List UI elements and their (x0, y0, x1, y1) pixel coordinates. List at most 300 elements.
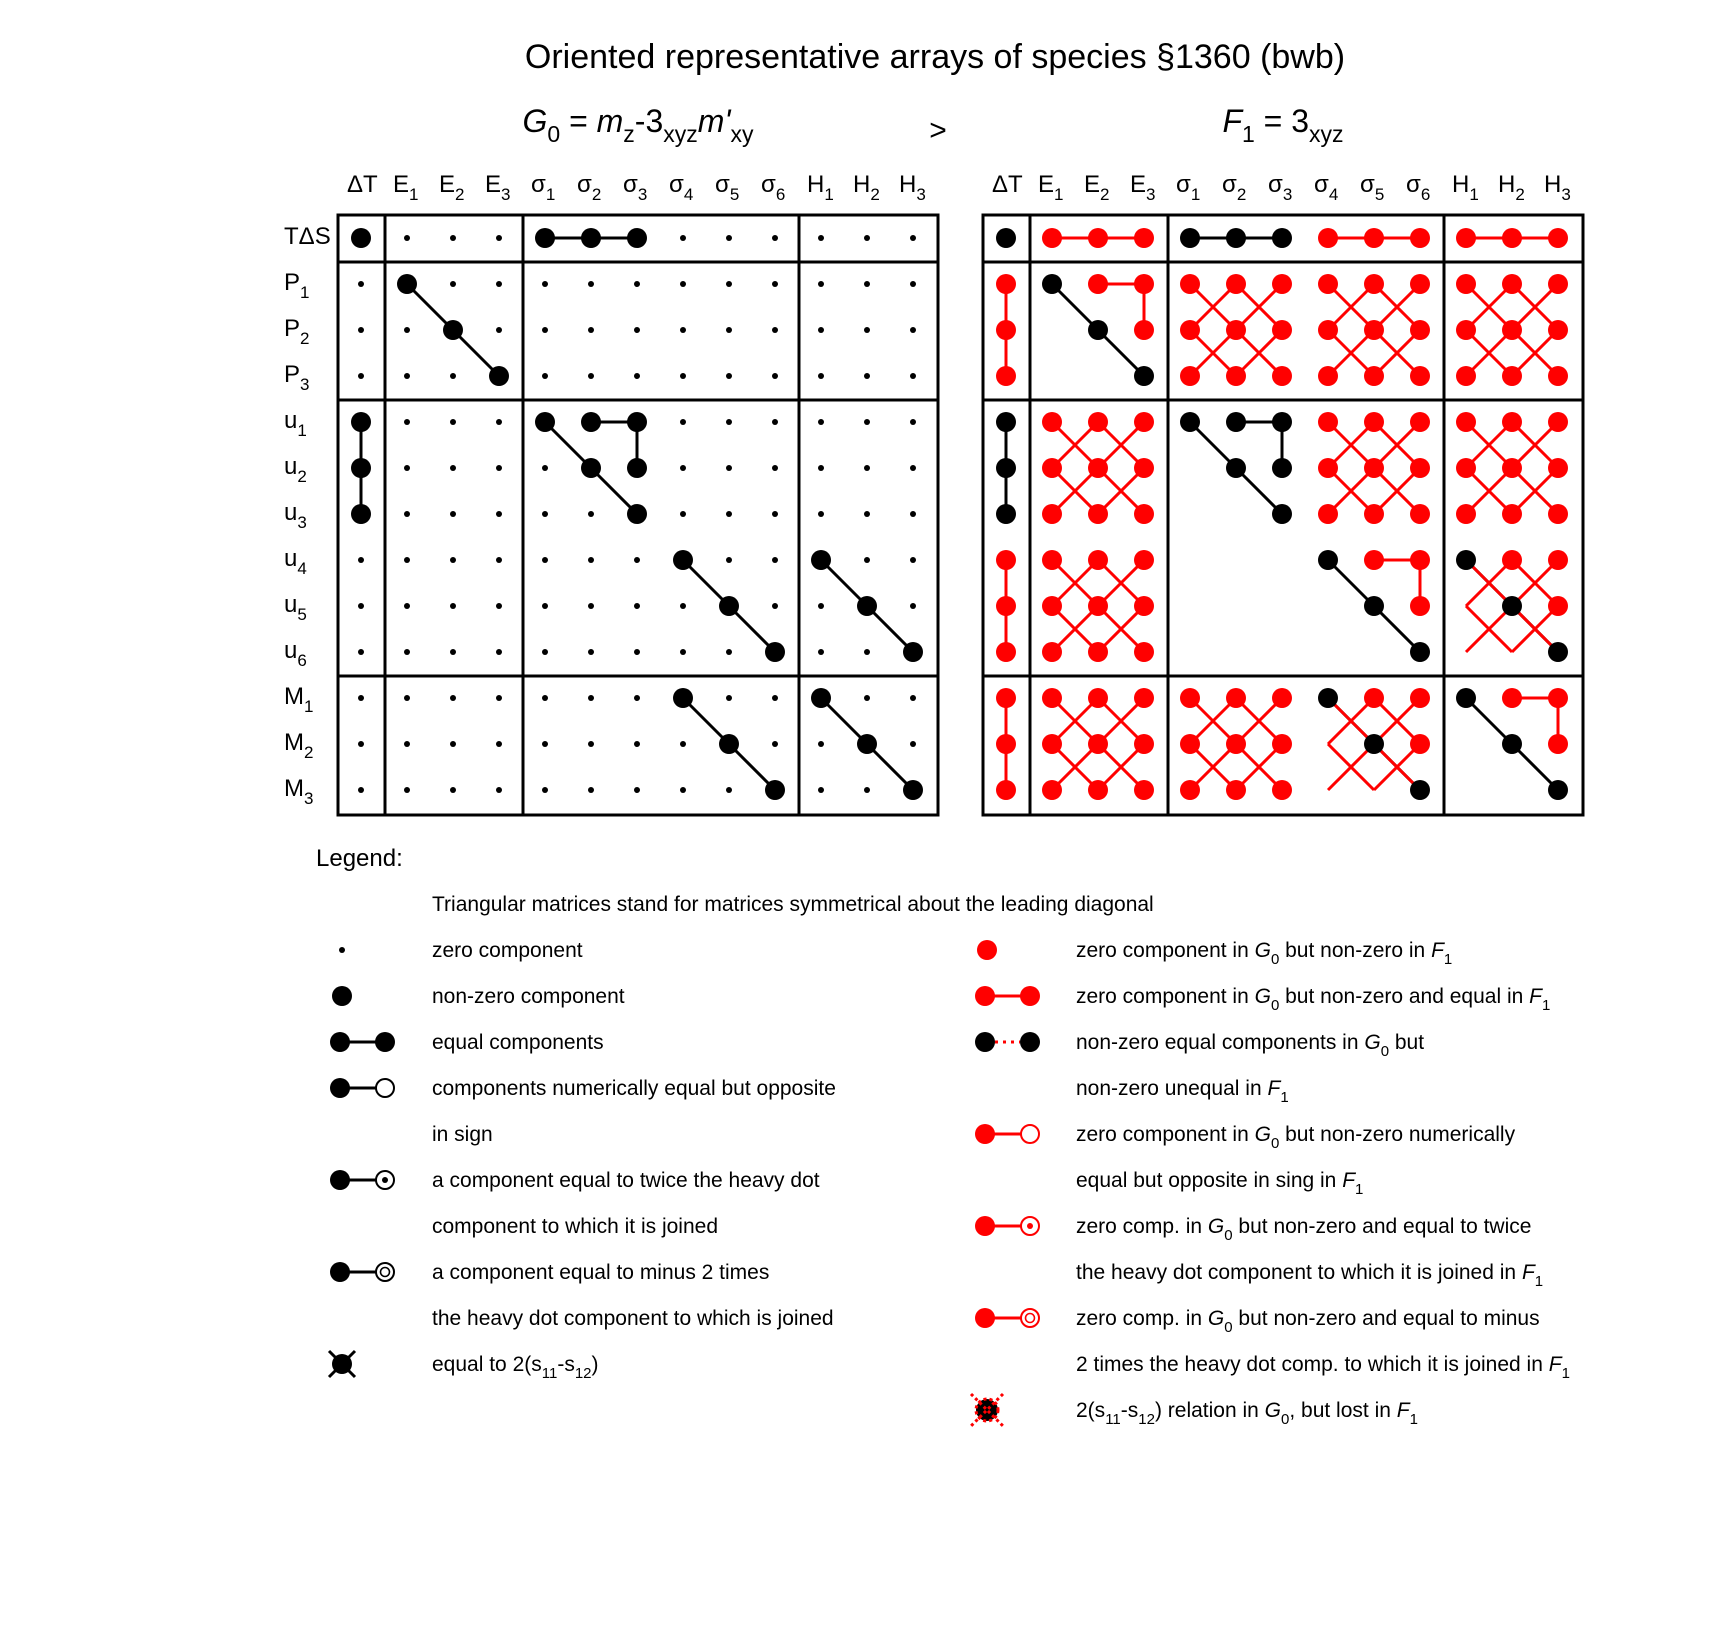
nonzero-component (1272, 504, 1292, 524)
zero-component (634, 787, 640, 793)
zero-component (588, 327, 594, 333)
legend-symbol-red-dot (977, 940, 997, 960)
row-header: $P_1$ (284, 269, 310, 302)
nonzero-component (627, 228, 647, 248)
zero-component (726, 327, 732, 333)
zero-component (772, 281, 778, 287)
zero-component (404, 235, 410, 241)
nonzero-component (1272, 228, 1292, 248)
nonzero-component (1180, 412, 1200, 432)
zero-component (772, 741, 778, 747)
nonzero-component (351, 412, 371, 432)
new-nonzero-component (996, 780, 1016, 800)
legend-text: 2 times the heavy dot comp. to which it is joined in $F_1$ (1076, 1353, 1570, 1382)
new-nonzero-component (1456, 366, 1476, 386)
zero-component (680, 649, 686, 655)
zero-component (818, 511, 824, 517)
row-header: $u_5$ (284, 591, 307, 624)
column-header: ΔT (992, 171, 1023, 198)
zero-component (726, 465, 732, 471)
zero-component (588, 603, 594, 609)
zero-component (404, 465, 410, 471)
zero-component (726, 235, 732, 241)
legend-symbol-big-dot (332, 986, 352, 1006)
zero-component (772, 557, 778, 563)
zero-component (358, 373, 364, 379)
zero-component (496, 649, 502, 655)
new-nonzero-component (1410, 458, 1430, 478)
new-nonzero-component (1456, 228, 1476, 248)
zero-component (404, 511, 410, 517)
new-nonzero-component (1088, 596, 1108, 616)
column-header: $H_1$ (807, 171, 834, 204)
zero-component (864, 649, 870, 655)
new-nonzero-component (1410, 504, 1430, 524)
zero-component (726, 649, 732, 655)
legend-symbol-red-twice-pair (975, 1216, 1039, 1236)
column-header: $\sigma_4$ (1314, 171, 1339, 204)
new-nonzero-component (1134, 274, 1154, 294)
zero-component (864, 281, 870, 287)
nonzero-component (1502, 734, 1522, 754)
new-nonzero-component (996, 320, 1016, 340)
new-nonzero-component (1364, 366, 1384, 386)
zero-component (634, 281, 640, 287)
zero-component (818, 787, 824, 793)
column-header: $E_2$ (1084, 171, 1110, 204)
zero-component (358, 327, 364, 333)
new-nonzero-component (1088, 458, 1108, 478)
new-nonzero-component (1088, 550, 1108, 570)
zero-component (542, 695, 548, 701)
row-header: $u_1$ (284, 407, 307, 440)
nonzero-component (351, 228, 371, 248)
zero-component (496, 557, 502, 563)
nonzero-component (627, 504, 647, 524)
zero-component (818, 465, 824, 471)
new-nonzero-component (1180, 274, 1200, 294)
new-nonzero-component (1134, 688, 1154, 708)
new-nonzero-component (1364, 688, 1384, 708)
legend-text: $2(s_{11}-s_{12})$ relation in $G_0$, but lost in $F_1$ (1076, 1399, 1418, 1428)
zero-component (634, 649, 640, 655)
zero-component (910, 511, 916, 517)
new-nonzero-component (1134, 642, 1154, 662)
zero-component (680, 603, 686, 609)
new-nonzero-component (1088, 412, 1108, 432)
zero-component (404, 695, 410, 701)
zero-component (542, 603, 548, 609)
new-nonzero-component (996, 734, 1016, 754)
nonzero-component (1226, 228, 1246, 248)
new-nonzero-component (1180, 780, 1200, 800)
new-nonzero-component (1180, 366, 1200, 386)
new-nonzero-component (1042, 458, 1062, 478)
nonzero-component (1548, 642, 1568, 662)
legend-text: zero component in $G_0$ but non-zero and equal in $F_1$ (1076, 985, 1551, 1014)
nonzero-component (903, 780, 923, 800)
zero-component (634, 695, 640, 701)
zero-component (404, 741, 410, 747)
zero-component (542, 741, 548, 747)
nonzero-component (1548, 780, 1568, 800)
row-header: $u_6$ (284, 637, 307, 670)
nonzero-component (996, 412, 1016, 432)
nonzero-component (1456, 550, 1476, 570)
zero-component (726, 557, 732, 563)
zero-component (358, 695, 364, 701)
zero-component (864, 557, 870, 563)
new-nonzero-component (1088, 688, 1108, 708)
zero-component (404, 373, 410, 379)
new-nonzero-component (1042, 228, 1062, 248)
row-header: $M_3$ (284, 775, 314, 808)
new-nonzero-component (1548, 274, 1568, 294)
legend-symbol-black-dotted-pair (975, 1032, 1040, 1052)
zero-component (680, 741, 686, 747)
column-header: $\sigma_1$ (531, 171, 556, 204)
legend-item (975, 1215, 1543, 1290)
zero-component (680, 327, 686, 333)
nonzero-component (1226, 458, 1246, 478)
legend-item (971, 1394, 1418, 1428)
new-nonzero-component (1134, 780, 1154, 800)
zero-component (818, 419, 824, 425)
zero-component (358, 603, 364, 609)
zero-component (864, 419, 870, 425)
new-nonzero-component (1502, 274, 1522, 294)
zero-component (680, 787, 686, 793)
zero-component (496, 419, 502, 425)
column-header: $H_2$ (1498, 171, 1525, 204)
new-nonzero-component (1364, 458, 1384, 478)
zero-component (818, 235, 824, 241)
zero-component (496, 741, 502, 747)
new-nonzero-component (1272, 688, 1292, 708)
zero-component (450, 511, 456, 517)
new-nonzero-component (1272, 780, 1292, 800)
zero-component (358, 281, 364, 287)
zero-component (772, 373, 778, 379)
nonzero-component (996, 504, 1016, 524)
zero-component (542, 557, 548, 563)
legend-symbol-red-minus2-pair (975, 1308, 1039, 1328)
zero-component (450, 281, 456, 287)
new-nonzero-component (1272, 320, 1292, 340)
new-nonzero-component (1226, 366, 1246, 386)
legend-text: equal but opposite in sing in $F_1$ (1076, 1169, 1364, 1198)
nonzero-component (1318, 688, 1338, 708)
new-nonzero-component (1548, 228, 1568, 248)
legend-item (332, 985, 625, 1008)
column-header: $\sigma_3$ (1268, 171, 1293, 204)
new-nonzero-component (1318, 228, 1338, 248)
legend-text: the heavy dot component to which it is joined in $F_1$ (1076, 1261, 1544, 1290)
new-nonzero-component (1502, 228, 1522, 248)
legend-symbol-crossed-dot (329, 1351, 355, 1377)
zero-component (726, 787, 732, 793)
new-nonzero-component (1088, 734, 1108, 754)
new-nonzero-component (1042, 550, 1062, 570)
new-nonzero-component (1088, 274, 1108, 294)
legend-text: equal components (432, 1031, 604, 1054)
new-nonzero-component (1042, 780, 1062, 800)
new-nonzero-component (996, 596, 1016, 616)
legend-item (977, 939, 1452, 968)
legend-symbol-red-crossed-dot (971, 1394, 1003, 1426)
new-nonzero-component (1088, 228, 1108, 248)
legend-text: the heavy dot component to which is joined (432, 1307, 834, 1330)
zero-component (588, 511, 594, 517)
nonzero-component (1134, 366, 1154, 386)
new-nonzero-component (1364, 504, 1384, 524)
zero-component (450, 787, 456, 793)
new-nonzero-component (1410, 228, 1430, 248)
nonzero-component (443, 320, 463, 340)
row-header: $P_2$ (284, 315, 310, 348)
row-header: $u_3$ (284, 499, 307, 532)
nonzero-component (1410, 780, 1430, 800)
nonzero-component (1318, 550, 1338, 570)
new-nonzero-component (1364, 228, 1384, 248)
zero-component (542, 465, 548, 471)
zero-component (910, 557, 916, 563)
new-nonzero-component (1226, 780, 1246, 800)
zero-component (588, 373, 594, 379)
new-nonzero-component (1226, 688, 1246, 708)
zero-component (358, 741, 364, 747)
new-nonzero-component (1134, 734, 1154, 754)
nonzero-component (581, 228, 601, 248)
legend-text: zero component in $G_0$ but non-zero in $F_1$ (1076, 939, 1453, 968)
new-nonzero-component (1410, 734, 1430, 754)
nonzero-component (1180, 228, 1200, 248)
legend-symbol-red-equal-pair (975, 986, 1040, 1006)
zero-component (910, 741, 916, 747)
column-header: $E_3$ (485, 171, 511, 204)
column-header: $\sigma_5$ (1360, 171, 1385, 204)
legend-text: a component equal to twice the heavy dot (432, 1169, 820, 1192)
new-nonzero-component (1088, 642, 1108, 662)
zero-component (404, 603, 410, 609)
new-nonzero-component (1548, 320, 1568, 340)
zero-component (726, 511, 732, 517)
new-nonzero-component (1548, 458, 1568, 478)
new-nonzero-component (1042, 504, 1062, 524)
new-nonzero-component (1502, 504, 1522, 524)
new-nonzero-component (1456, 504, 1476, 524)
zero-component (450, 465, 456, 471)
zero-component (450, 695, 456, 701)
legend-text: zero component in $G_0$ but non-zero numerically (1076, 1123, 1516, 1152)
zero-component (542, 373, 548, 379)
zero-component (864, 235, 870, 241)
zero-component (496, 603, 502, 609)
zero-component (818, 327, 824, 333)
legend-text: a component equal to minus 2 times (432, 1261, 770, 1284)
zero-component (818, 281, 824, 287)
nonzero-component (1364, 734, 1384, 754)
new-nonzero-component (1272, 274, 1292, 294)
zero-component (450, 235, 456, 241)
relation-symbol: > (929, 114, 947, 147)
zero-component (818, 603, 824, 609)
zero-component (496, 695, 502, 701)
zero-component (496, 787, 502, 793)
zero-component (910, 327, 916, 333)
new-nonzero-component (996, 642, 1016, 662)
zero-component (680, 281, 686, 287)
new-nonzero-component (1134, 412, 1154, 432)
nonzero-component (1272, 412, 1292, 432)
new-nonzero-component (1226, 274, 1246, 294)
column-header: $H_2$ (853, 171, 880, 204)
new-nonzero-component (1226, 734, 1246, 754)
figure-title: Oriented representative arrays of species §1360 (bwb) (524, 38, 1346, 76)
zero-component (910, 695, 916, 701)
new-nonzero-component (1180, 320, 1200, 340)
new-nonzero-component (1456, 458, 1476, 478)
legend-symbol-red-opposite-pair (975, 1124, 1039, 1144)
new-nonzero-component (1134, 320, 1154, 340)
new-nonzero-component (1410, 366, 1430, 386)
legend-item (975, 985, 1550, 1014)
zero-component (450, 557, 456, 563)
array-F1 (983, 103, 1583, 815)
legend-item (975, 1031, 1424, 1106)
new-nonzero-component (1042, 734, 1062, 754)
zero-component (496, 281, 502, 287)
new-nonzero-component (1502, 550, 1522, 570)
new-nonzero-component (1042, 688, 1062, 708)
nonzero-component (903, 642, 923, 662)
nonzero-component (351, 458, 371, 478)
new-nonzero-component (1272, 366, 1292, 386)
new-nonzero-component (996, 366, 1016, 386)
row-header: $M_1$ (284, 683, 314, 716)
legend-text: zero comp. in $G_0$ but non-zero and equal to twice (1076, 1215, 1532, 1244)
zero-component (680, 419, 686, 425)
zero-component (864, 511, 870, 517)
nonzero-component (765, 780, 785, 800)
column-header: $\sigma_5$ (715, 171, 740, 204)
legend-note: Triangular matrices stand for matrices symmetrical about the leading diagonal (432, 893, 1154, 916)
zero-component (542, 281, 548, 287)
zero-component (910, 235, 916, 241)
new-nonzero-component (996, 550, 1016, 570)
new-nonzero-component (1410, 596, 1430, 616)
nonzero-component (673, 688, 693, 708)
new-nonzero-component (1134, 228, 1154, 248)
row-header: $M_2$ (284, 729, 314, 762)
array-G0 (284, 103, 938, 815)
nonzero-component (719, 734, 739, 754)
nonzero-component (581, 412, 601, 432)
zero-component (910, 465, 916, 471)
zero-component (864, 327, 870, 333)
zero-component (450, 741, 456, 747)
zero-component (680, 373, 686, 379)
nonzero-component (397, 274, 417, 294)
zero-component (864, 787, 870, 793)
row-header: $u_2$ (284, 453, 307, 486)
legend-symbol-equal-pair (330, 1032, 395, 1052)
column-header: ΔT (347, 171, 378, 198)
new-nonzero-component (1134, 550, 1154, 570)
nonzero-component (996, 458, 1016, 478)
column-header: $\sigma_2$ (577, 171, 602, 204)
zero-component (450, 419, 456, 425)
new-nonzero-component (1272, 734, 1292, 754)
column-header: $H_3$ (899, 171, 926, 204)
zero-component (450, 649, 456, 655)
column-header: $E_3$ (1130, 171, 1156, 204)
new-nonzero-component (1410, 412, 1430, 432)
nonzero-component (535, 412, 555, 432)
new-nonzero-component (1088, 780, 1108, 800)
nonzero-component (857, 734, 877, 754)
nonzero-component (627, 458, 647, 478)
row-header: TΔS (284, 223, 331, 250)
nonzero-component (719, 596, 739, 616)
legend-item (330, 1077, 836, 1146)
zero-component (772, 511, 778, 517)
new-nonzero-component (1364, 274, 1384, 294)
zero-component (910, 419, 916, 425)
nonzero-component (1502, 596, 1522, 616)
zero-component (634, 741, 640, 747)
new-nonzero-component (1042, 596, 1062, 616)
legend-text: components numerically equal but opposite (432, 1077, 836, 1100)
zero-component (588, 281, 594, 287)
legend-item (330, 1169, 820, 1238)
new-nonzero-component (1548, 596, 1568, 616)
nonzero-component (627, 412, 647, 432)
new-nonzero-component (1134, 596, 1154, 616)
nonzero-component (1042, 274, 1062, 294)
nonzero-component (811, 688, 831, 708)
new-nonzero-component (1180, 734, 1200, 754)
nonzero-component (581, 458, 601, 478)
zero-component (634, 327, 640, 333)
legend (316, 845, 1570, 1428)
new-nonzero-component (1364, 412, 1384, 432)
nonzero-component (1272, 458, 1292, 478)
new-nonzero-component (1410, 550, 1430, 570)
zero-component (772, 419, 778, 425)
new-nonzero-component (1502, 320, 1522, 340)
row-header: $u_4$ (284, 545, 307, 578)
zero-component (680, 511, 686, 517)
legend-symbol-twice-pair (330, 1170, 394, 1190)
zero-component (634, 557, 640, 563)
zero-component (864, 465, 870, 471)
new-nonzero-component (1318, 412, 1338, 432)
column-header: $H_3$ (1544, 171, 1571, 204)
legend-text: non-zero equal components in $G_0$ but (1076, 1031, 1425, 1060)
new-nonzero-component (1318, 320, 1338, 340)
new-nonzero-component (1088, 504, 1108, 524)
zero-component (634, 603, 640, 609)
zero-component (772, 465, 778, 471)
array-heading: $G_0 = m_z-3_{xyz}m'_{xy}$ (522, 103, 754, 147)
zero-component (404, 787, 410, 793)
legend-text: in sign (432, 1123, 493, 1146)
legend-item (975, 1123, 1516, 1198)
new-nonzero-component (1410, 688, 1430, 708)
legend-text: non-zero unequal in $F_1$ (1076, 1077, 1289, 1106)
new-nonzero-component (1364, 550, 1384, 570)
